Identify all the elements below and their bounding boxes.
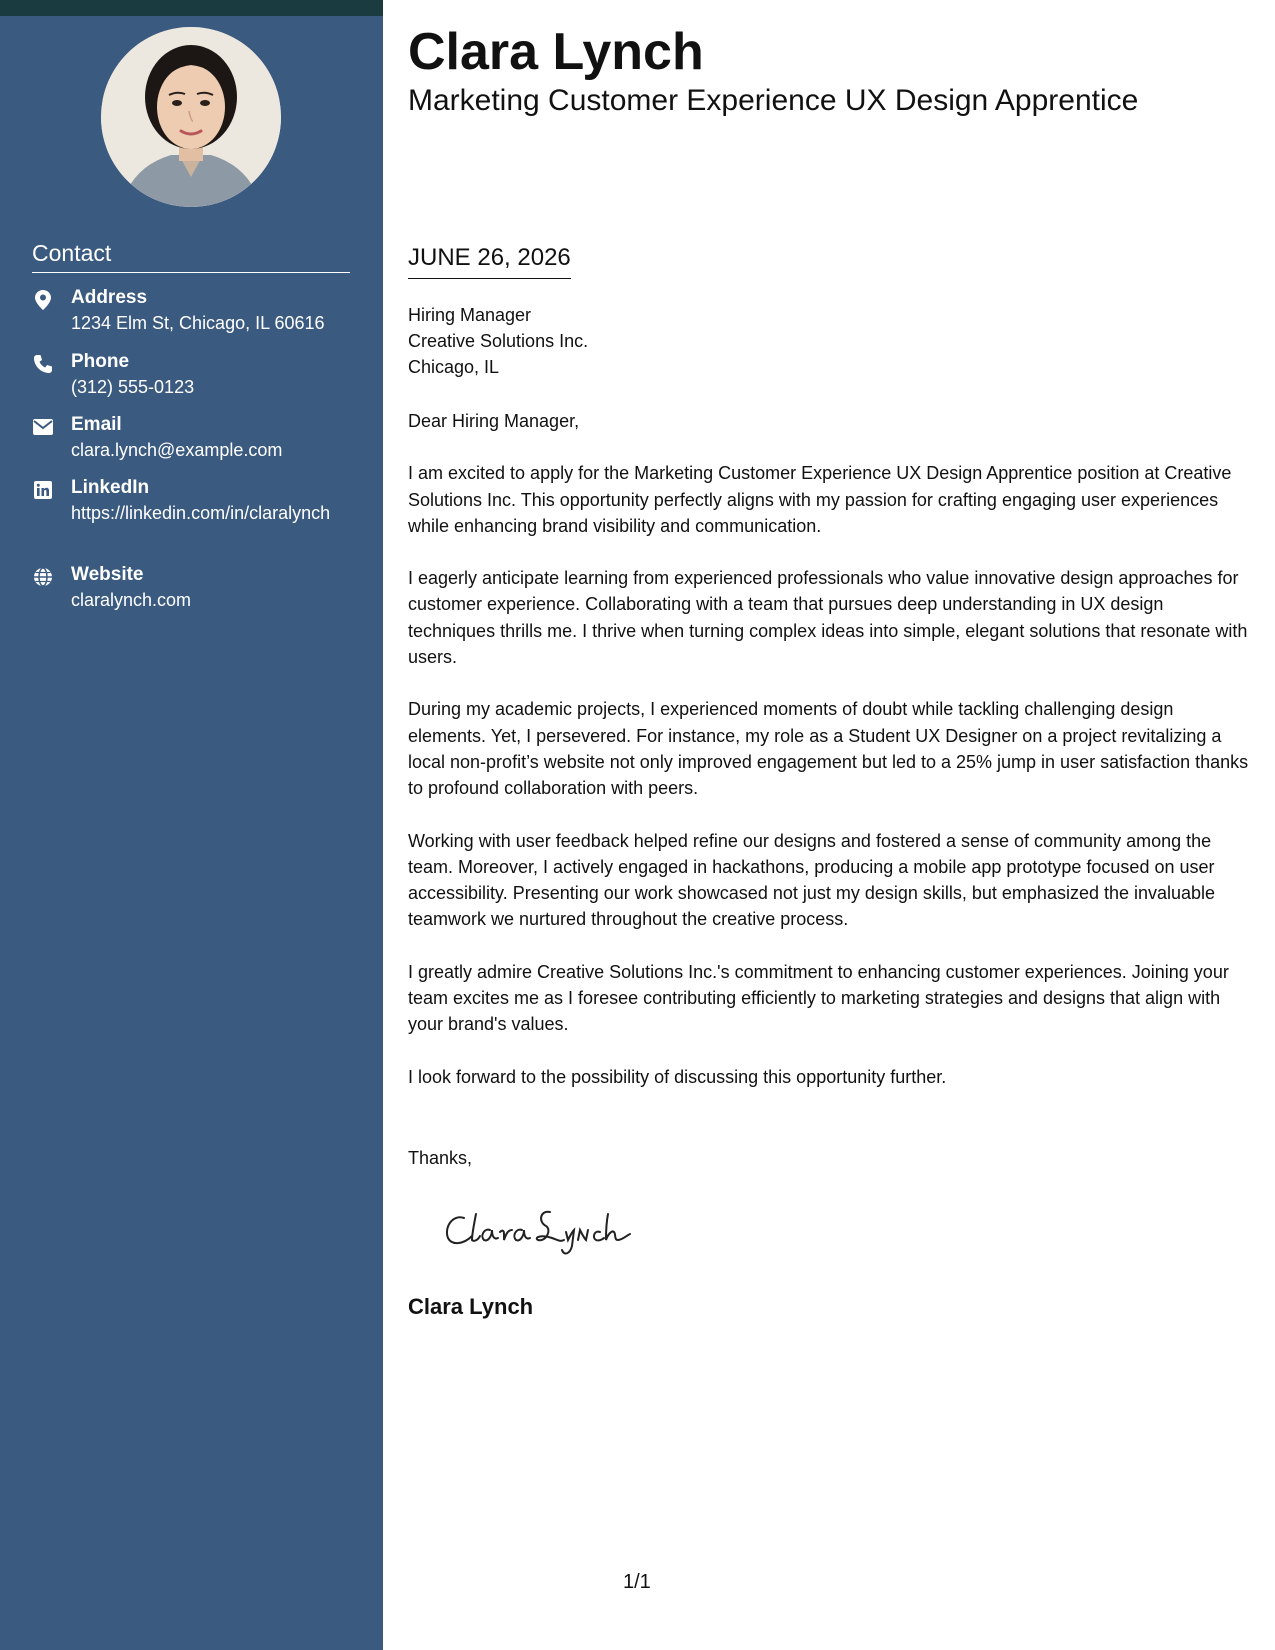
body-paragraph: I look forward to the possibility of discussing this opportunity further.: [408, 1066, 947, 1087]
contact-label: Email: [71, 414, 122, 435]
job-title: Marketing Customer Experience UX Design Apprentice: [408, 84, 1139, 117]
closing: Thanks,: [408, 1148, 473, 1168]
contact-label: Address: [71, 287, 148, 308]
body-paragraph: I greatly admire Creative Solutions Inc.'s commitment to enhancing customer experiences. Joining your team excites me as I foresee contributing efficiently to marketing strategies and designs that align with your brand's values.: [408, 961, 1229, 1035]
signer-name: Clara Lynch: [408, 1294, 534, 1319]
globe-icon: [32, 566, 54, 588]
body-paragraph: I eagerly anticipate learning from experienced professionals who value innovative design approaches for customer experience. Collaborating with a team that pursues deep understanding in UX design techniques thrills me. I thrive when turning complex ideas into simple, elegant solutions that resonate with users.: [408, 568, 1248, 668]
contact-value: (312) 555-0123: [71, 377, 195, 397]
body-paragraph: I am excited to apply for the Marketing Customer Experience UX Design Apprentice position at Creative Solutions Inc. This opportunity perfectly aligns with my passion for crafting engaging user experiences while enhancing brand visibility and communication.: [408, 463, 1232, 536]
contact-label: Phone: [71, 351, 130, 372]
recipient-line: Chicago, IL: [408, 357, 500, 377]
phone-icon: [32, 353, 54, 375]
sidebar-top-bar: [0, 0, 383, 16]
body-paragraph: Working with user feedback helped refine our designs and fostered a sense of community among the team. Moreover, I actively engaged in hackathons, producing a mobile app prototype focused on user accessibility. Presenting our work showcased not just my design skills, but emphasized the invaluable teamwork we nurtured throughout the creative process.: [408, 830, 1216, 930]
contact-label: Website: [71, 564, 144, 585]
contact-heading: Contact: [32, 240, 350, 273]
contact-value: claralynch.com: [71, 590, 192, 610]
body-paragraph: During my academic projects, I experienced moments of doubt while tackling challenging design elements. Yet, I persevered. For instance, my role as a Student UX Designer on a project revitalizing a local non-profit’s website not only improved engagement but led to a 25% jump in user satisfaction thanks to profound collaboration with peers.: [408, 699, 1249, 799]
contact-value: 1234 Elm St, Chicago, IL 60616: [71, 313, 325, 333]
page-number: 1/1: [623, 1571, 651, 1593]
envelope-icon: [32, 416, 54, 438]
contact-label: LinkedIn: [71, 477, 150, 498]
location-pin-icon: [32, 289, 54, 311]
contact-value: clara.lynch@example.com: [71, 440, 283, 460]
profile-photo: [101, 27, 281, 207]
contact-value: https://linkedin.com/in/claralynch: [71, 503, 331, 523]
handwritten-signature: [442, 1200, 642, 1265]
recipient-line: Creative Solutions Inc.: [408, 331, 589, 351]
letter-body: [408, 408, 1253, 1116]
recipient-line: Hiring Manager: [408, 305, 532, 325]
linkedin-icon: [32, 479, 54, 501]
letter-date: JUNE 26, 2026: [408, 244, 571, 279]
recipient-block: [408, 302, 588, 380]
salutation: Dear Hiring Manager,: [408, 411, 580, 431]
sidebar: [0, 0, 383, 1650]
applicant-name: Clara Lynch: [408, 23, 704, 81]
